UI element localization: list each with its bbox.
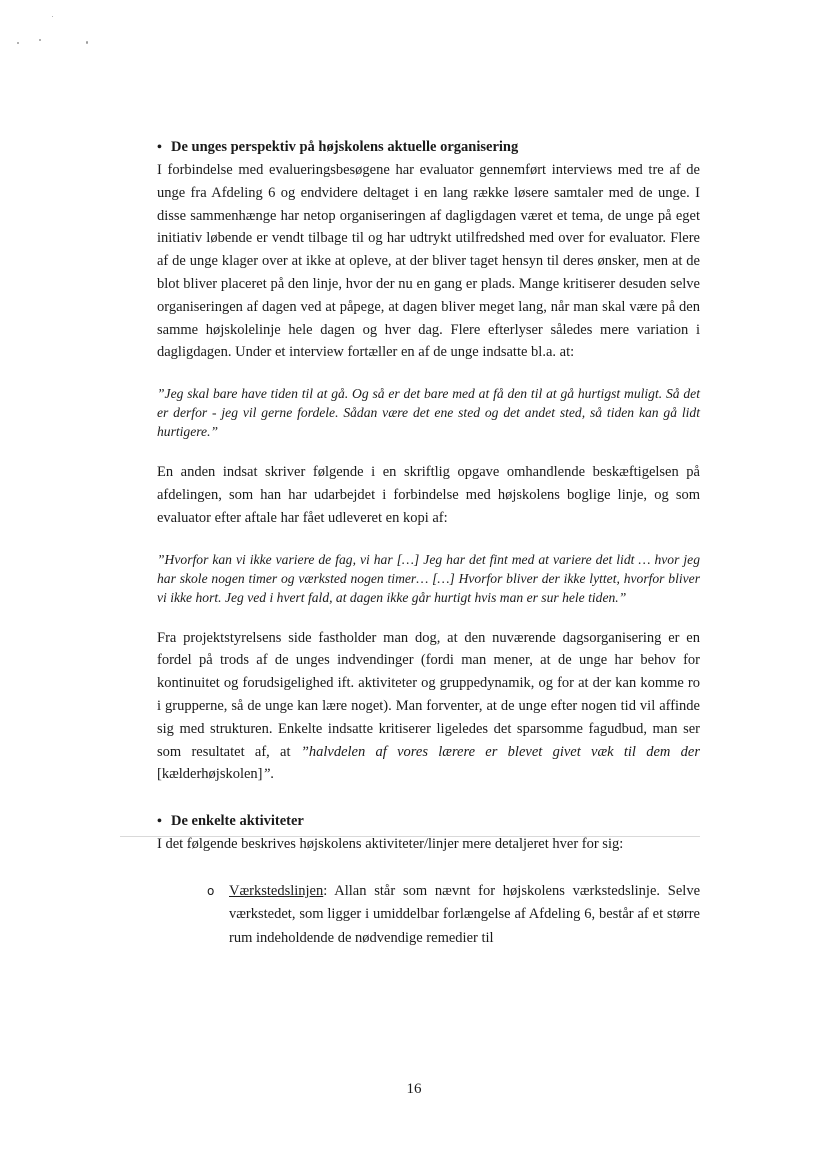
section-heading-text: De unges perspektiv på højskolens aktuelle organisering bbox=[171, 139, 519, 155]
scan-speck bbox=[52, 16, 53, 17]
bullet-icon: • bbox=[157, 814, 162, 830]
paragraph-interviews: I forbindelse med evalueringsbesøgene har evaluator gennemført interviews med tre af de unge fra Afdeling 6 og endvidere deltaget i en lang række løsere samtaler med de unge. I disse sammenhænge har netop organiseringen af dagligdagen været et tema, de unge på eget initiativ løbende er vendt tilbage til og har udtrykt utilfredshed med over for evaluator. Flere af de unge klager over at ikke at opleve, at der bliver taget hensyn til deres ønsker, men at de blot bliver placeret på den linje, hvor der nu en gang er plads. Mange kritiserer desuden selve organiseringen af dagen ved at påpege, at dagen bliver meget lang, når man skal være på den samme højskolelinje hele dagen og hver dag. Flere efterlyser således mere variation i dagligdagen. Under et interview fortæller en af de unge indsatte bl.a. at: bbox=[157, 162, 700, 361]
section-heading-perspective bbox=[157, 136, 700, 159]
quote-assignment: ”Hvorfor kan vi ikke variere de fag, vi har […] Jeg har det fint med at variere det lidt … hvor jeg har skole nogen timer og værksted nogen timer… […] Hvorfor bliver der ikke lyttet, hvorfor bliver vi ikke hort. Jeg ved i hvert fald, at dagen ikke går hurtigt hvis man er sur hele tiden.” bbox=[157, 551, 700, 605]
paragraph-project-board-bracket: [kælderhøjskolen] bbox=[157, 766, 263, 783]
page-number: 16 bbox=[406, 1081, 422, 1097]
scan-speck bbox=[17, 42, 19, 44]
bullet-icon: • bbox=[157, 140, 162, 155]
scan-speck bbox=[86, 41, 88, 44]
paragraph-project-board-end: ”. bbox=[262, 766, 275, 783]
list-item-title: Værkstedslinjen bbox=[229, 882, 324, 899]
list-item-text: : Allan står som nævnt for højskolens værkstedslinje. Selve værkstedet, som ligger i umiddelbar forlængelse af Afdeling 6, består af et større rum indeholdende de nødvendige remedier til bbox=[229, 882, 700, 946]
list-item-workshop bbox=[207, 880, 700, 951]
paragraph-project-board-text: Fra projektstyrelsens side fastholder man dog, at den nuværende dagsorganisering er en fordel på trods af de unges indvendinger (fordi man mener, at de unge har behov for kontinuitet og forudsigelighed ift. aktiviteter og gruppedynamik, og for at der kan komme ro i grupperne, så de unge kan lære noget). Man forventer, at de unge efter nogen tid vil affinde sig med strukturen. Enkelte indsatte kritiserer ligeledes det sparsomme fagudbud, man ser som resultatet af, at bbox=[157, 629, 700, 760]
quote-interview: ”Jeg skal bare have tiden til at gå. Og så er det bare med at få den til at gå hurtigst muligt. Så det er derfor - jeg vil gerne fordele. Sådan være det ene sted og det andet sted, så tiden kan gå lidt hurtigere.” bbox=[157, 386, 700, 440]
scan-speck bbox=[39, 39, 41, 41]
paragraph-project-board bbox=[157, 627, 700, 787]
paragraph-written-assignment: En anden indsat skriver følgende i en skriftlig opgave omhandlende beskæftigelsen på afdelingen, som han har udarbejdet i forbindelse med højskolens boglige linje, og som evaluator efter aftale har fået udleveret en kopi af: bbox=[157, 464, 700, 526]
paragraph-activities-intro: I det følgende beskrives højskolens aktiviteter/linjer mere detaljeret hver for sig: bbox=[157, 836, 624, 853]
page-content bbox=[157, 136, 700, 950]
paragraph-project-board-quote: ”halvdelen af vores lærere er blevet givet væk til dem der bbox=[300, 743, 701, 760]
section-heading-text: De enkelte aktiviteter bbox=[171, 813, 304, 830]
section-heading-activities bbox=[157, 810, 700, 833]
circle-bullet-icon: o bbox=[207, 883, 215, 898]
